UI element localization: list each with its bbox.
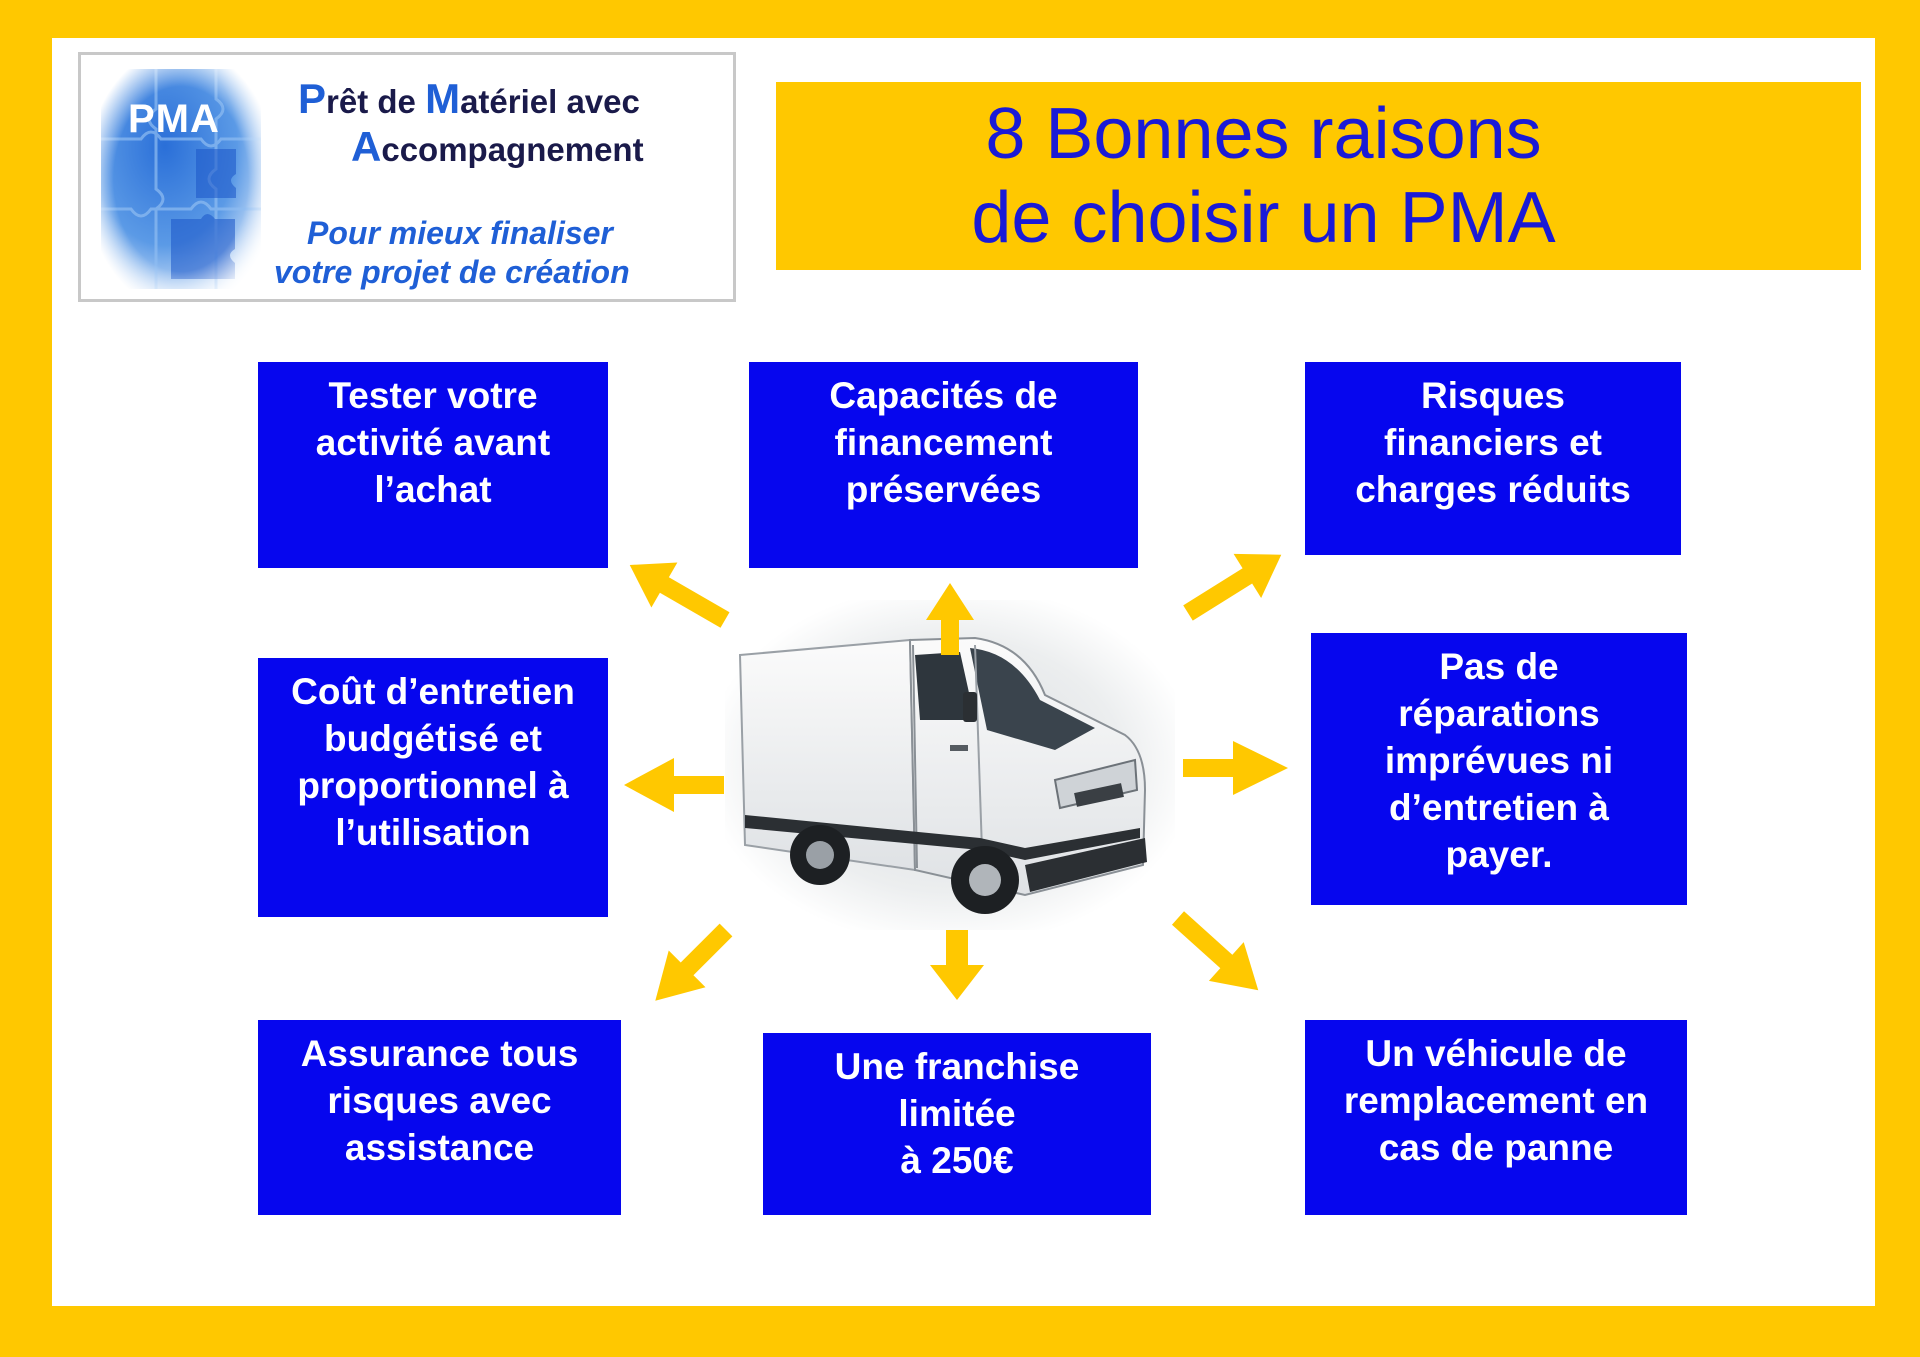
reason-line: imprévues ni [1384,740,1614,781]
logo-text-materiel: atériel avec [460,83,640,120]
logo-initial-m: M [425,75,461,122]
reason-line: limitée [898,1093,1016,1134]
logo-initial-p: P [298,75,327,122]
reason-line: d’entretien à [1389,787,1609,828]
reason-line: Assurance tous [300,1033,579,1074]
pma-badge-text: PMA [128,97,220,141]
logo-text-pret: rêt de [326,83,426,120]
logo-slogan-line-2: votre projet de création [274,254,630,290]
reason-box-risks [1305,362,1681,555]
reason-line: Tester votre [328,375,538,416]
reason-line: l’utilisation [335,812,531,853]
reason-box-replacement-vehicle [1305,1020,1687,1215]
logo-box [78,52,736,302]
reason-line: risques avec [327,1080,552,1121]
logo-name-line-2 [351,123,644,171]
title-banner [776,82,1861,270]
reason-line: Coût d’entretien [291,671,575,712]
reason-line: préservées [845,469,1042,510]
reason-box-financing [749,362,1138,568]
logo-slogan-line-1: Pour mieux finaliser [307,215,613,251]
reason-line: Pas de [1439,646,1559,687]
title-line-2: de choisir un PMA [971,178,1556,258]
reason-line: l’achat [374,469,492,510]
reason-box-test-activity [258,362,608,568]
reason-line: Risques [1421,375,1565,416]
reason-box-franchise [763,1033,1151,1215]
reason-line: Une franchise [834,1046,1080,1087]
reason-line: activité avant [315,422,551,463]
reason-box-no-repairs [1311,633,1687,905]
van-image [725,600,1175,930]
reason-line: budgétisé et [324,718,542,759]
logo-initial-a: A [351,123,382,170]
reason-line: cas de panne [1378,1127,1614,1168]
reason-box-maintenance-cost [258,658,608,917]
logo-text-accompagnement: ccompagnement [381,131,644,168]
reason-line: financement [834,422,1053,463]
reason-line: charges réduits [1355,469,1631,510]
reason-line: Un véhicule de [1365,1033,1627,1074]
reason-line: réparations [1398,693,1600,734]
reason-line: à 250€ [900,1140,1014,1181]
reason-line: assistance [344,1127,535,1168]
reason-line: financiers et [1384,422,1602,463]
logo-name-line-1 [298,75,640,123]
reason-line: Capacités de [829,375,1058,416]
reason-line: proportionnel à [297,765,569,806]
reason-line: payer. [1445,834,1553,875]
title-line-1: 8 Bonnes raisons [985,94,1542,174]
reason-box-insurance [258,1020,621,1215]
reason-line: remplacement en [1343,1080,1649,1121]
